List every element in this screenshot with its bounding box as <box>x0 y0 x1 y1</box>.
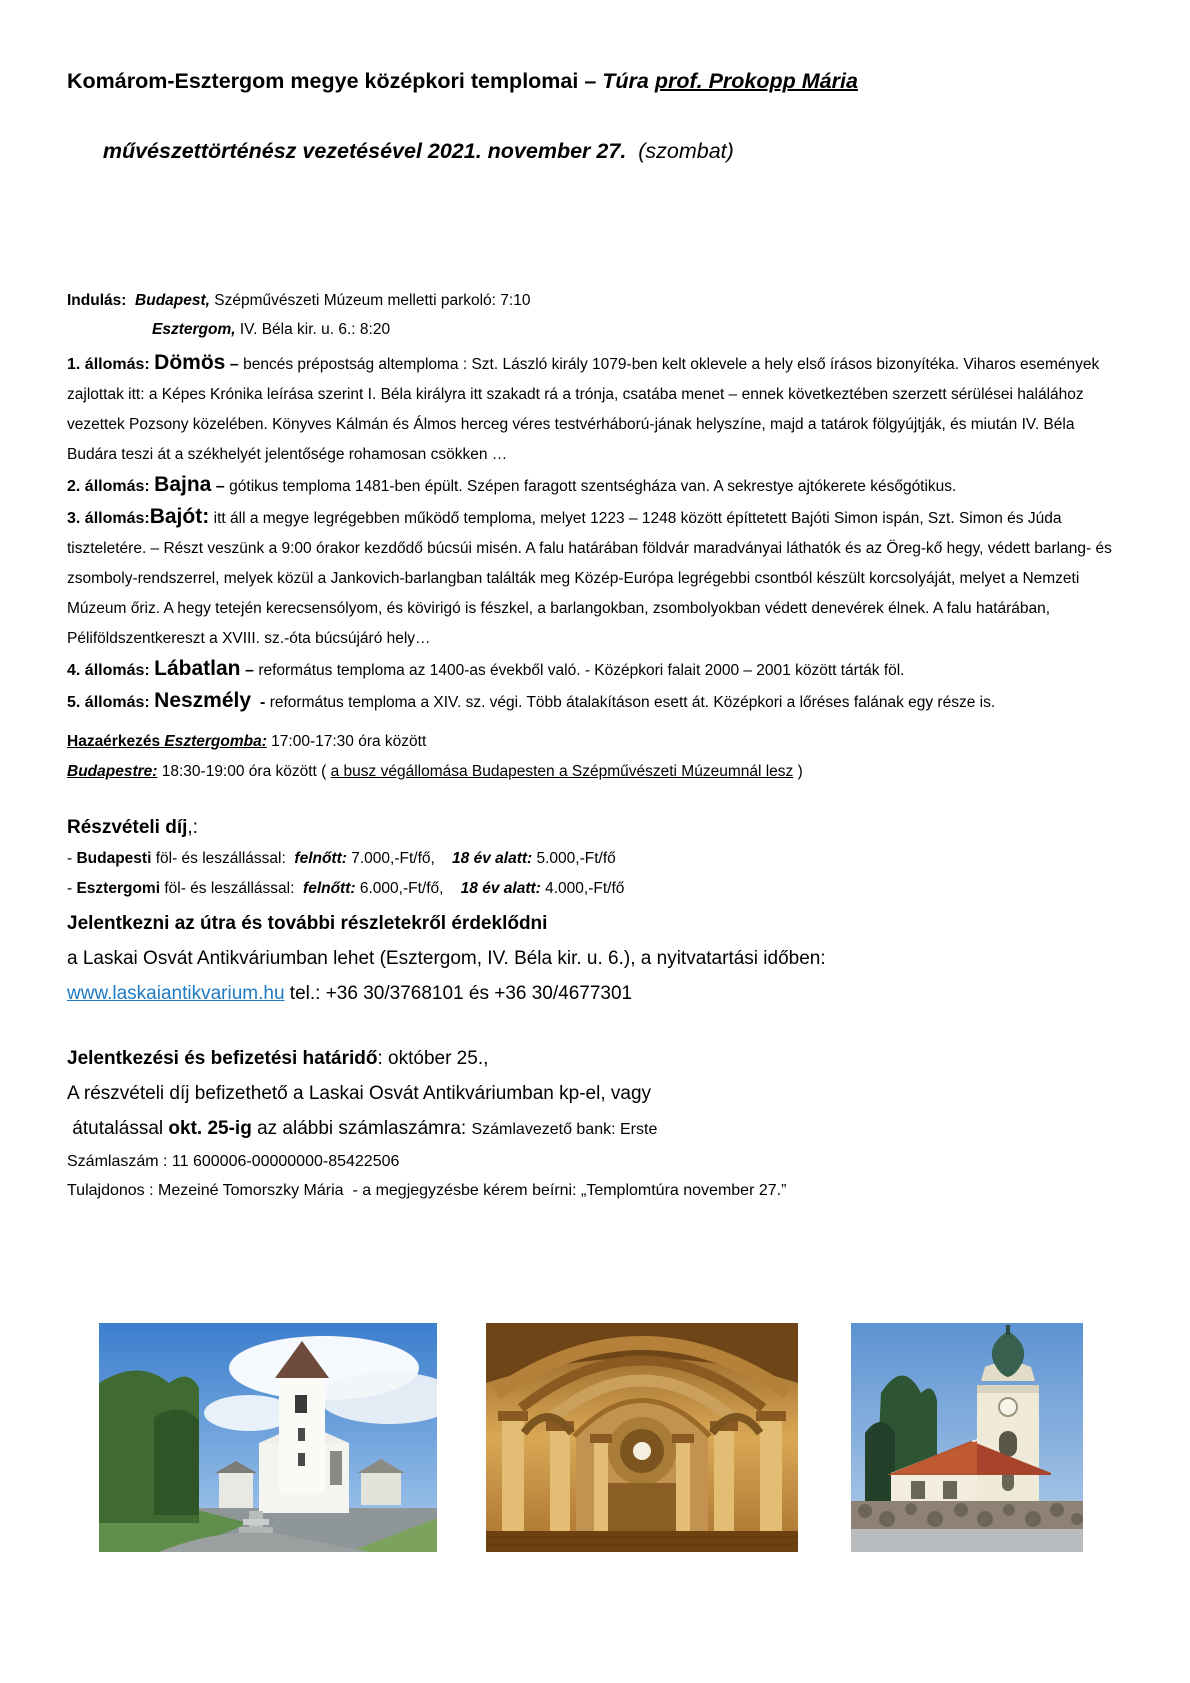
station-4-name: Lábatlan <box>154 657 241 680</box>
transfer-deadline-date: okt. 25-ig <box>168 1118 252 1139</box>
pricing-heading <box>67 811 1125 844</box>
photo-church-onion-dome <box>851 1323 1083 1552</box>
account-number-line: Számlaszám : 11 600006-00000000-85422506 <box>67 1153 400 1170</box>
onion-dome-church-illustration <box>851 1323 1083 1552</box>
deadline-payment-line: A részvételi díj befizethető a Laskai Osvát Antikváriumban kp-el, vagy <box>67 1083 652 1104</box>
arrival-section <box>67 727 1125 787</box>
deadline-transfer-line: átutalással okt. 25-ig az alábbi számlaszámra: Számlavezető bank: Erste <box>67 1118 658 1139</box>
pricing-heading-text: Részvételi díj <box>67 817 188 838</box>
station-3-name: Bajót: <box>149 505 210 528</box>
station-5-separator: - <box>251 694 270 711</box>
arrival-home-city: Esztergomba: <box>164 733 267 750</box>
document-content <box>67 0 1125 1205</box>
arrival-bp-time-end: ) <box>793 763 803 780</box>
white-church-illustration <box>99 1323 437 1552</box>
crypt-illustration <box>486 1323 798 1552</box>
station-2-bajna <box>67 470 1125 502</box>
arrival-bp-city: Budapestre: <box>67 763 158 780</box>
contact-link-line <box>67 976 1125 1011</box>
contact-section <box>67 906 1125 1011</box>
station-3-description: itt áll a megye legrégebben működő temploma, melyet 1223 – 1248 között építtetett Bajóti Simon ispán, Szt. Simon és Júda tiszteletére. – Részt veszünk a 9:00 órakor kezdődő búcsúi misén. A falu határában földvár maradványai láthatók és az Öreg-kő hegy, védett barlang- és zsomboly-rendszerrel, melyek közül a Jankovich-barlangban találták meg Közép-Európa legrégebbi csontból készült korcsolyáját, melyet a Nemzeti Múzeum őriz. A hegy tetején kerecsensólyom, és kövirigó is fészkel, a barlangokban, zsombolyokban védett denevérek élnek. A falu határában, Péliföldszentkereszt a XVIII. sz.-óta búcsújáró hely… <box>67 510 1117 647</box>
page-title <box>67 0 1125 204</box>
price-adult-label-2: felnőtt: <box>303 880 356 897</box>
price-child-label-2: 18 év alatt: <box>460 880 541 897</box>
price-child-value-2: 4.000,-Ft/fő <box>540 880 625 897</box>
price-child-label: 18 év alatt: <box>452 850 533 867</box>
website-link[interactable]: www.laskaiantikvarium.hu <box>67 983 285 1004</box>
price-row-esztergom: - Esztergomi föl- és leszállással: felnőtt: 6.000,-Ft/fő, 18 év alatt: 4.000,-Ft/fő <box>67 880 625 897</box>
station-5-neszmely <box>67 686 1125 718</box>
arrival-bp-note: a busz végállomása Budapesten a Szépművészeti Múzeumnál lesz <box>330 763 794 780</box>
station-4-label: 4. állomás: <box>67 662 155 679</box>
departure-city-esztergom: Esztergom, <box>152 321 236 338</box>
station-1-name: Dömös <box>154 351 226 374</box>
station-5-label: 5. állomás: <box>67 694 155 711</box>
station-2-label: 2. állomás: <box>67 478 155 495</box>
station-2-name: Bajna <box>154 473 212 496</box>
bank-name: Számlavezető bank: Erste <box>471 1121 658 1138</box>
contact-address-line: a Laskai Osvát Antikváriumban lehet (Esztergom, IV. Béla kir. u. 6.), a nyitvatartási időben: <box>67 948 826 969</box>
station-5-name: Neszmély <box>154 689 252 712</box>
photo-golden-crypt-interior <box>486 1323 798 1552</box>
departure-line-budapest <box>67 286 1125 315</box>
departure-city-budapest: Budapest, <box>135 292 210 309</box>
price-city-esztergom: Esztergomi <box>76 880 161 897</box>
departure-section <box>67 286 1125 344</box>
deadline-section <box>67 1041 1125 1205</box>
price-adult-value-2: 6.000,-Ft/fő, <box>355 880 444 897</box>
price-row-budapest: - Budapesti föl- és leszállással: felnőtt: 7.000,-Ft/fő, 18 év alatt: 5.000,-Ft/fő <box>67 850 616 867</box>
contact-heading: Jelentkezni az útra és további részletekről érdeklődni <box>67 913 548 934</box>
pricing-section <box>67 811 1125 904</box>
arrival-esztergom-line <box>67 727 1125 757</box>
departure-label: Indulás: <box>67 292 127 309</box>
station-2-separator: – <box>211 478 230 495</box>
title-main: Komárom-Esztergom megye középkori templomai – <box>67 69 603 93</box>
pricing-heading-punct: ,: <box>187 817 198 838</box>
station-4-labatlan <box>67 654 1125 686</box>
title-guide-name: prof. Prokopp Mária <box>654 69 858 93</box>
station-1-description: bencés prépostság altemploma : Szt. László király 1079-ben kelt oklevele a hely első írásos bizonyítéka. Viharos események zajlottak itt: a Képes Krónika leírása szerint I. Béla királyra itt szakadt rá a trónja, csatába menet – ennek következtében szerzett sérülései halálához vezettek Pozsony közelében. Könyves Kálmán és Álmos herceg véres testvérháború-jának helyszíne, majd a tatárok fölgyújtják, és miután IV. Béla Budára teszi át a székhelyét jelentősége rohamosan csökken … <box>67 356 1104 463</box>
station-2-description: gótikus temploma 1481-ben épült. Szépen faragott szentségháza van. A sekrestye ajtókerete későgótikus. <box>229 478 957 495</box>
title-day: (szombat) <box>626 139 734 163</box>
arrival-bp-time: 18:30-19:00 óra között ( <box>157 763 331 780</box>
arrival-budapest-line <box>67 757 1125 787</box>
departure-esztergom-detail: IV. Béla kir. u. 6.: 8:20 <box>235 321 391 338</box>
departure-line-esztergom <box>67 315 1125 344</box>
arrival-home-time: 17:00-17:30 óra között <box>266 733 427 750</box>
station-3-label: 3. állomás: <box>67 510 150 527</box>
station-3-bajot <box>67 502 1125 654</box>
station-1-domos <box>67 348 1125 470</box>
title-tour: Túra <box>602 69 655 93</box>
station-1-separator: – <box>225 356 244 373</box>
photo-row <box>0 1323 1190 1552</box>
station-5-description: református temploma a XIV. sz. végi. Több átalakításon esett át. Középkori a lőréses falának egy része is. <box>269 694 996 711</box>
account-owner-line: Tulajdonos : Mezeiné Tomorszky Mária - a megjegyzésbe kérem beírni: „Templomtúra november 27.” <box>67 1182 787 1199</box>
price-child-value: 5.000,-Ft/fő <box>532 850 616 867</box>
station-1-label: 1. állomás: <box>67 356 155 373</box>
price-adult-value: 7.000,-Ft/fő, <box>346 850 435 867</box>
deadline-heading: Jelentkezési és befizetési határidő <box>67 1048 378 1069</box>
station-4-description: református temploma az 1400-as évekből való. - Középkori falait 2000 – 2001 között tárták föl. <box>258 662 905 679</box>
price-city-budapest: Budapesti <box>76 850 152 867</box>
price-adult-label: felnőtt: <box>294 850 347 867</box>
stations-section <box>67 348 1125 718</box>
deadline-heading-line <box>67 1041 1125 1076</box>
title-date: művészettörténész vezetésével 2021. november 27. <box>102 139 627 163</box>
contact-phones: tel.: +36 30/3768101 és +36 30/4677301 <box>284 983 633 1004</box>
arrival-home-label: Hazaérkezés <box>67 733 165 750</box>
station-4-separator: – <box>240 662 259 679</box>
departure-budapest-detail: Szépművészeti Múzeum melletti parkoló: 7:10 <box>209 292 531 309</box>
deadline-date: : október 25., <box>377 1048 489 1069</box>
photo-white-church-with-spire <box>99 1323 437 1552</box>
